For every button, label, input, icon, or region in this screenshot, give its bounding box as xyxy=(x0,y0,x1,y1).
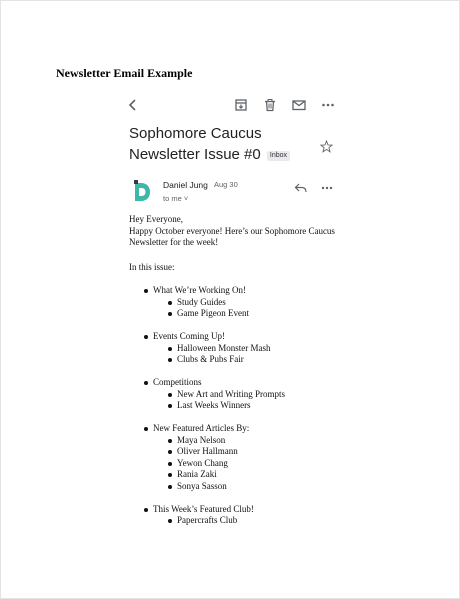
section-title: This Week’s Featured Club! xyxy=(122,504,342,516)
issue-heading: In this issue: xyxy=(129,262,175,272)
list-item: Rania Zaki xyxy=(122,469,342,481)
recipient-details[interactable]: to me ˅ xyxy=(163,194,189,203)
list-item: Halloween Monster Mash xyxy=(122,343,342,355)
email-date: Aug 30 xyxy=(214,180,238,189)
email-subject xyxy=(129,123,299,165)
list-item: Yewon Chang xyxy=(122,458,342,470)
sender-name[interactable]: Daniel Jung xyxy=(163,180,208,190)
list-item: Last Weeks Winners xyxy=(122,400,342,412)
back-arrow-icon[interactable] xyxy=(126,98,140,112)
list-item: Game Pigeon Event xyxy=(122,308,342,320)
message-more-icon[interactable] xyxy=(321,182,333,194)
reply-icon[interactable] xyxy=(294,182,307,194)
star-icon[interactable] xyxy=(320,140,333,153)
section-title: New Featured Articles By: xyxy=(122,423,342,435)
section xyxy=(122,285,342,320)
document-heading: Newsletter Email Example xyxy=(56,66,193,80)
greeting: Hey Everyone, xyxy=(129,214,183,224)
list-item: Papercrafts Club xyxy=(122,515,342,527)
list-item: Oliver Hallmann xyxy=(122,446,342,458)
avatar xyxy=(131,179,153,205)
section-title: Competitions xyxy=(122,377,342,389)
section xyxy=(122,331,342,366)
delete-icon[interactable] xyxy=(263,98,277,112)
section-title: Events Coming Up! xyxy=(122,331,342,343)
section xyxy=(122,423,342,492)
archive-icon[interactable] xyxy=(234,98,248,112)
newsletter-sections xyxy=(122,285,342,538)
inbox-label-badge[interactable]: Inbox xyxy=(267,151,290,161)
mail-icon[interactable] xyxy=(292,98,306,112)
list-item: Study Guides xyxy=(122,297,342,309)
section xyxy=(122,377,342,412)
list-item: Clubs & Pubs Fair xyxy=(122,354,342,366)
subject-text: Sophomore Caucus Newsletter Issue #0 xyxy=(129,125,262,163)
intro-text: Happy October everyone! Here’s our Sophomore Caucus Newsletter for the week! xyxy=(129,225,335,247)
section-title: What We’re Working On! xyxy=(122,285,342,297)
list-item: Sonya Sasson xyxy=(122,481,342,493)
list-item: New Art and Writing Prompts xyxy=(122,389,342,401)
more-icon[interactable] xyxy=(321,98,335,112)
list-item: Maya Nelson xyxy=(122,435,342,447)
email-body xyxy=(129,214,339,249)
email-view xyxy=(122,90,342,530)
section xyxy=(122,504,342,527)
